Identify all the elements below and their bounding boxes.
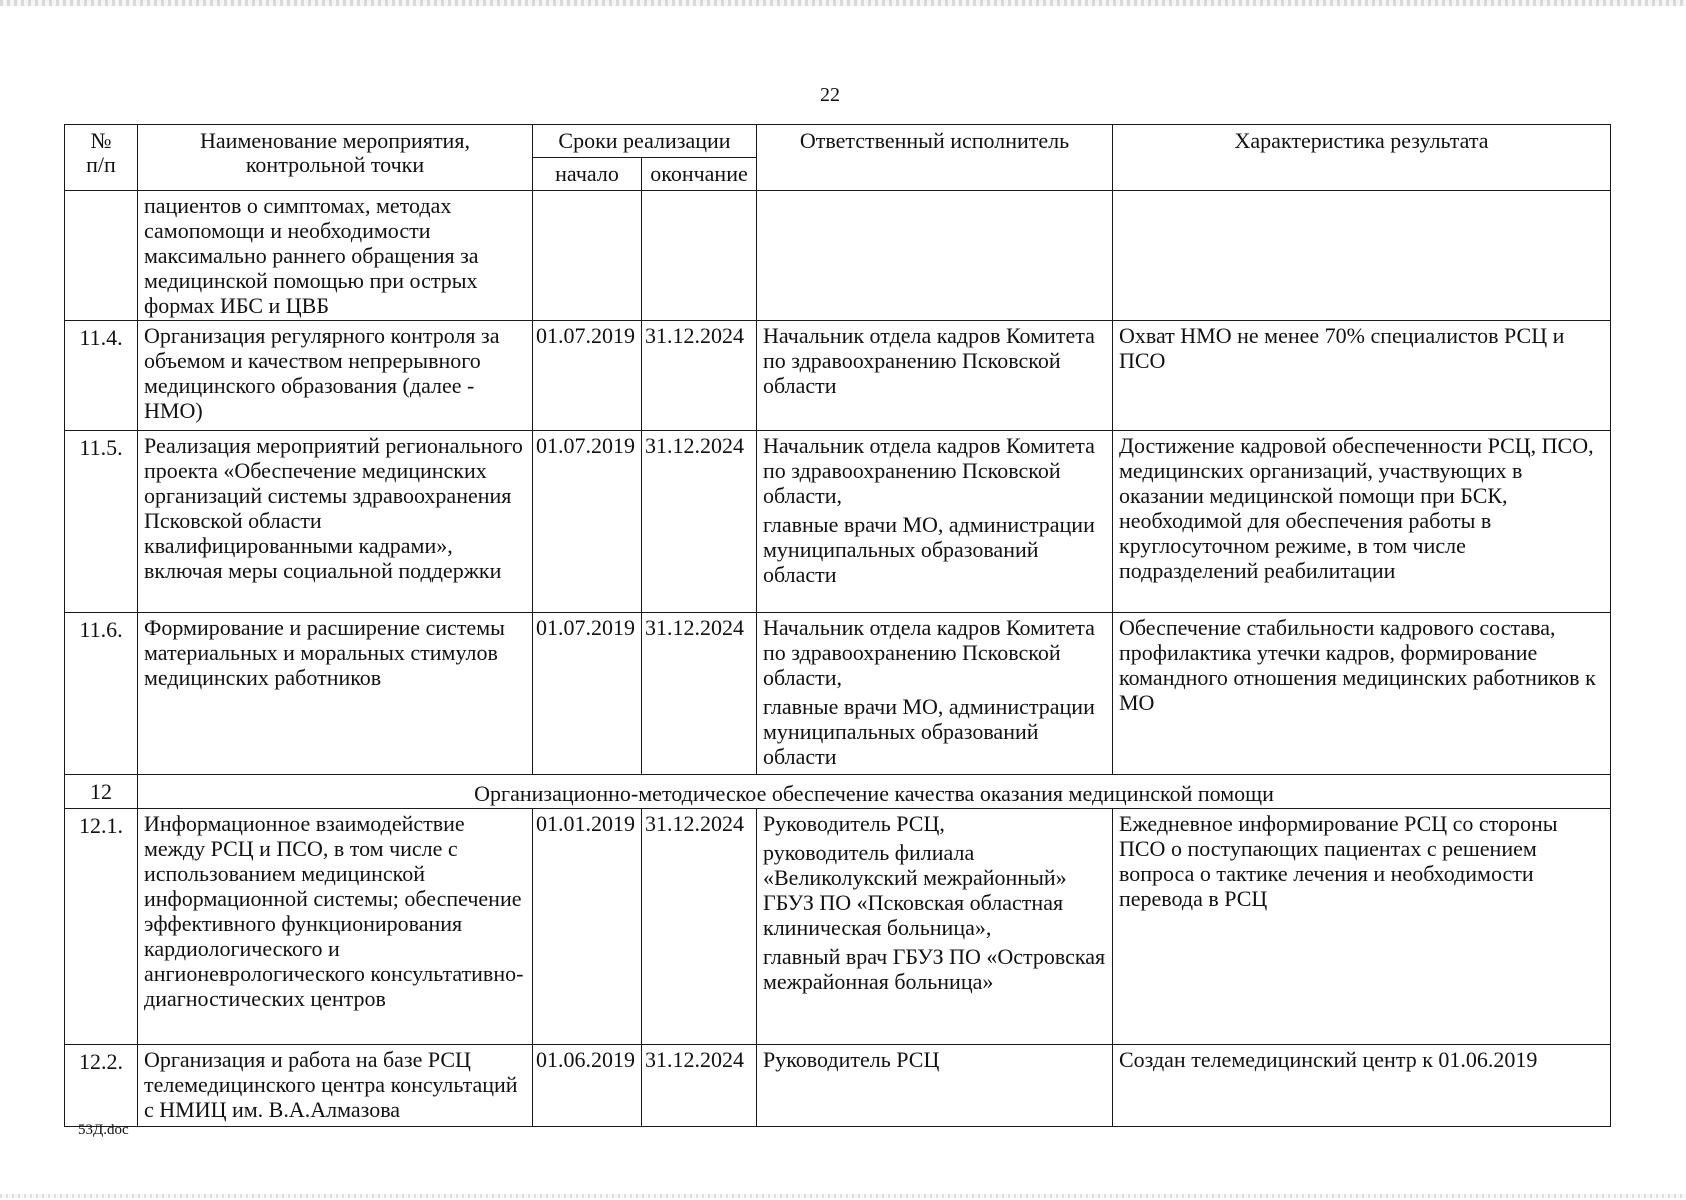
cell-responsible	[757, 321, 1113, 431]
scan-edge-top	[0, 0, 1686, 6]
header-result: Характеристика результата	[1113, 125, 1611, 191]
cell-name: Организация и работа на базе РСЦ телемедицинского центра консультаций с НМИЦ им. В.А.Алмазова	[138, 1045, 533, 1127]
cell-start: 01.07.2019	[533, 613, 642, 775]
responsible-line: главный врач ГБУЗ ПО «Островская межрайонная больница»	[763, 944, 1106, 994]
cell-num: 11.6.	[65, 613, 138, 775]
cell-num: 12.2.	[65, 1045, 138, 1127]
responsible-line: Руководитель РСЦ,	[763, 811, 945, 836]
cell-name: Реализация мероприятий регионального проекта «Обеспечение медицинских организаций системы здравоохранения Псковской области квалифицированными кадрами», включая меры социальной поддержки	[138, 431, 533, 613]
table-row	[65, 1045, 1611, 1127]
cell-result	[1113, 191, 1611, 321]
section-num: 12	[65, 775, 138, 809]
cell-num: 12.1.	[65, 809, 138, 1045]
continuation-row	[65, 191, 1611, 321]
header-name: Наименование мероприятия, контрольной точки	[138, 125, 533, 191]
cell-result: Обеспечение стабильности кадрового состава, профилактика утечки кадров, формирование командного отношения медицинских работников к МО	[1113, 613, 1611, 775]
cell-name: пациентов о симптомах, методах самопомощи и необходимости максимально раннего обращения за медицинской помощью при острых формах ИБС и ЦВБ	[138, 191, 533, 321]
activities-table	[64, 124, 1611, 1127]
responsible-line: Руководитель РСЦ	[763, 1047, 940, 1072]
header-end: окончание	[642, 158, 757, 191]
cell-num: 11.4.	[65, 321, 138, 431]
cell-num	[65, 191, 138, 321]
cell-end	[642, 191, 757, 321]
cell-responsible	[757, 809, 1113, 1045]
responsible-line: Начальник отдела кадров Комитета по здравоохранению Псковской области,	[763, 433, 1095, 508]
cell-end: 31.12.2024	[642, 431, 757, 613]
cell-name: Информационное взаимодействие между РСЦ и ПСО, в том числе с использованием медицинской информационной системы; обеспечение эффективного функционирования кардиологического и ангионеврологического консультативно-диагностических центров	[138, 809, 533, 1045]
cell-result: Создан телемедицинский центр к 01.06.2019	[1113, 1045, 1611, 1127]
responsible-line: Начальник отдела кадров Комитета по здравоохранению Псковской области	[763, 323, 1095, 398]
table-row	[65, 613, 1611, 775]
cell-responsible	[757, 191, 1113, 321]
table-row	[65, 809, 1611, 1045]
cell-start: 01.06.2019	[533, 1045, 642, 1127]
responsible-line: руководитель филиала «Великолукский межрайонный» ГБУЗ ПО «Псковская областная клиническая больница»,	[763, 840, 1067, 940]
header-row-top	[65, 125, 1611, 158]
cell-end: 31.12.2024	[642, 1045, 757, 1127]
cell-start: 01.07.2019	[533, 321, 642, 431]
cell-end: 31.12.2024	[642, 809, 757, 1045]
section-title: Организационно-методическое обеспечение качества оказания медицинской помощи	[138, 775, 1611, 809]
cell-name: Формирование и расширение системы материальных и моральных стимулов медицинских работников	[138, 613, 533, 775]
header-responsible: Ответственный исполнитель	[757, 125, 1113, 191]
cell-num: 11.5.	[65, 431, 138, 613]
header-start: начало	[533, 158, 642, 191]
responsible-line: Начальник отдела кадров Комитета по здравоохранению Псковской области,	[763, 615, 1095, 690]
cell-responsible	[757, 1045, 1113, 1127]
document-filename: 53Д.doc	[78, 1122, 129, 1138]
cell-responsible	[757, 613, 1113, 775]
cell-responsible	[757, 431, 1113, 613]
section-row	[65, 775, 1611, 809]
scan-edge-bottom	[0, 1194, 1686, 1198]
responsible-line: главные врачи МО, администрации муниципальных образований области	[763, 512, 1095, 587]
cell-start	[533, 191, 642, 321]
cell-start: 01.01.2019	[533, 809, 642, 1045]
page-number: 22	[820, 84, 840, 106]
cell-name: Организация регулярного контроля за объемом и качеством непрерывного медицинского образования (далее - НМО)	[138, 321, 533, 431]
cell-result: Ежедневное информирование РСЦ со стороны ПСО о поступающих пациентах с решением вопроса о тактике лечения и необходимости перевода в РСЦ	[1113, 809, 1611, 1045]
table-row	[65, 431, 1611, 613]
responsible-line: главные врачи МО, администрации муниципальных образований области	[763, 694, 1095, 769]
cell-end: 31.12.2024	[642, 613, 757, 775]
cell-start: 01.07.2019	[533, 431, 642, 613]
header-num: № п/п	[65, 125, 138, 191]
cell-result: Охват НМО не менее 70% специалистов РСЦ и ПСО	[1113, 321, 1611, 431]
cell-end: 31.12.2024	[642, 321, 757, 431]
cell-result: Достижение кадровой обеспеченности РСЦ, ПСО, медицинских организаций, участвующих в оказании медицинской помощи при БСК, необходимой для обеспечения работы в круглосуточном режиме, в том числе подразделений реабилитации	[1113, 431, 1611, 613]
header-period: Сроки реализации	[533, 125, 757, 158]
table-row	[65, 321, 1611, 431]
